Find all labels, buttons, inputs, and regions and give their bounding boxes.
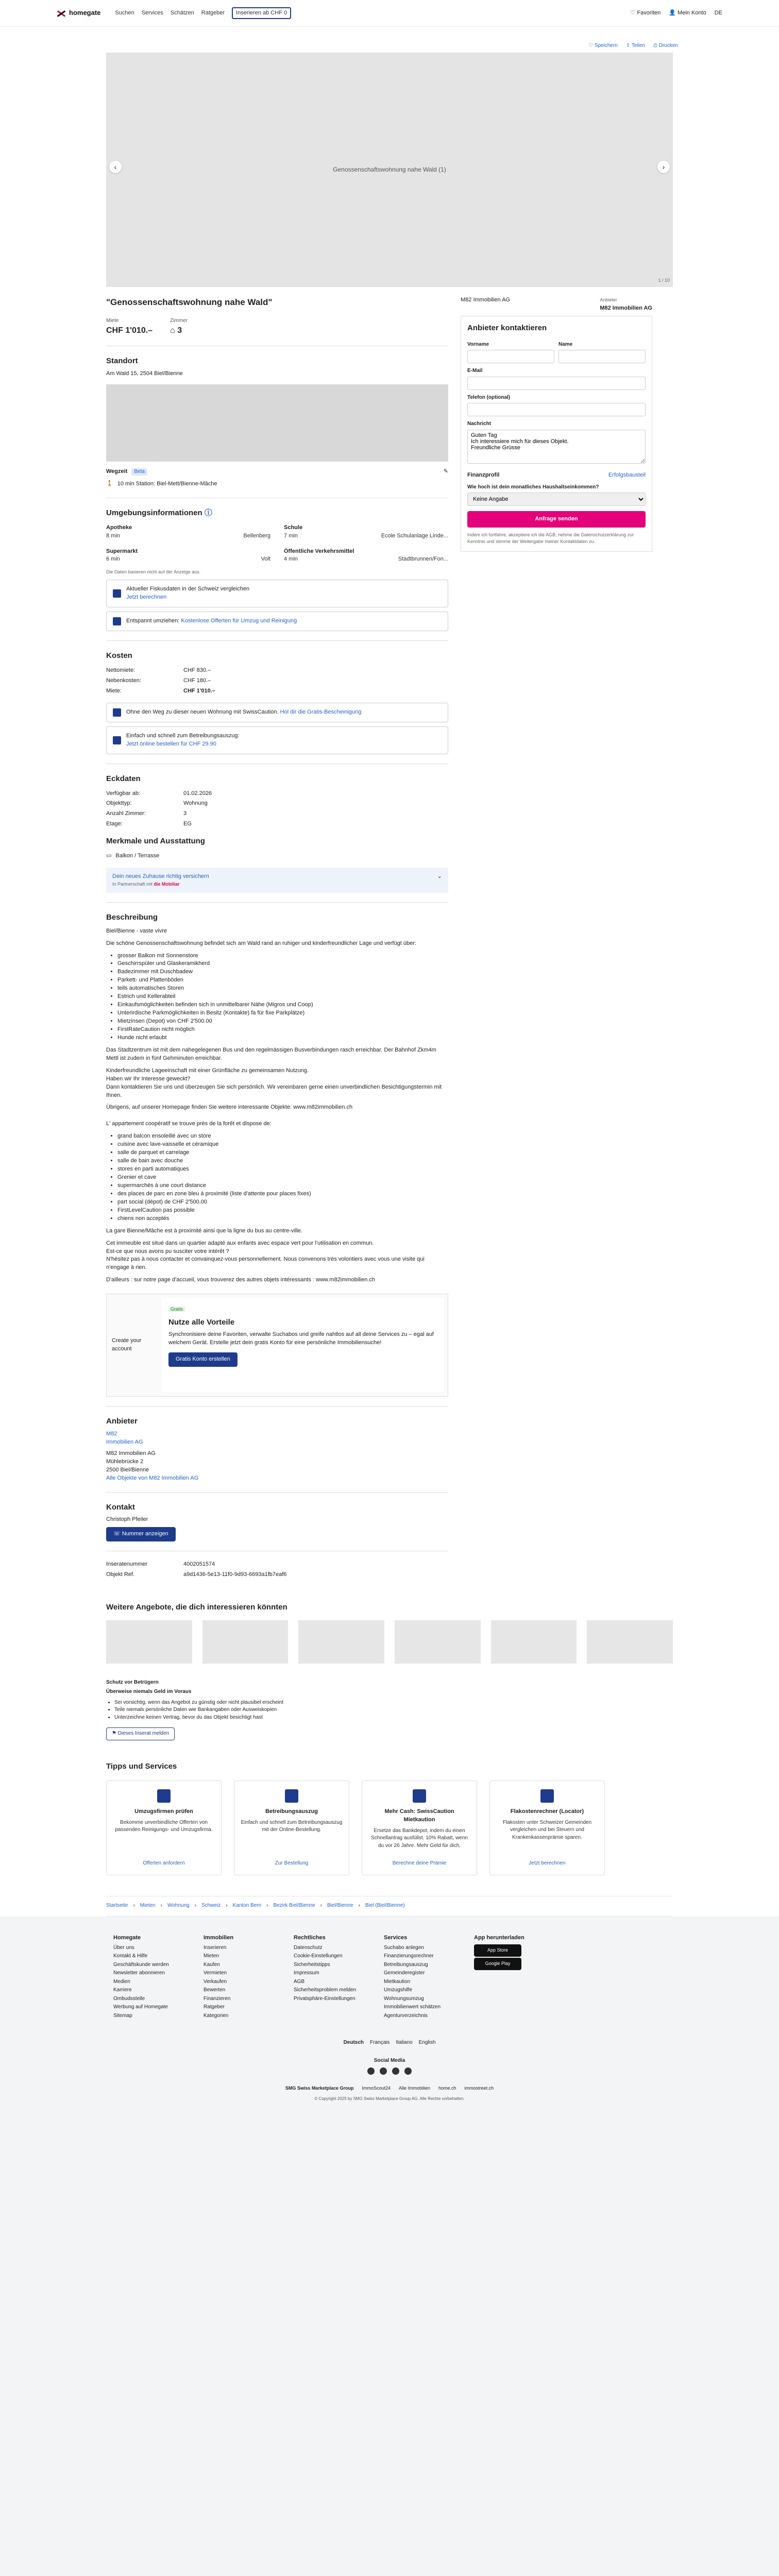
debt-extract-link[interactable]: Jetzt online bestellen für CHF 29.90 [126,740,216,747]
location-heading: Standort [106,357,138,366]
logo[interactable]: homegate [57,8,100,18]
gallery-prev-icon[interactable]: ‹ [109,161,122,173]
nav-item-ratgeber[interactable]: Ratgeber [201,9,225,16]
tip-card[interactable]: Flakostenrechner (Locator) Flakosten unter Schweizer Gemeinden vergleichen und bei Steuern und Krankenkassenprämie sparen. Jetzt berechnen [489,1781,605,1875]
phone-field[interactable] [467,403,646,416]
contact-heading: Kontakt [106,1502,135,1512]
divider [106,640,448,641]
moving-card[interactable]: Entspannt umziehen: Kostenlose Offerten für Umzug und Reinigung [106,612,448,631]
shield-icon [413,1789,426,1803]
submit-request-button[interactable]: Anfrage senden [467,511,646,528]
deposit-card[interactable]: Ohne den Weg zu dieser neuen Wohnung mit SwissCaution. Hol dir die Gratis-Bescheinigung [106,703,448,722]
inserieren-button[interactable]: Inserieren ab CHF 0 [232,7,291,19]
surroundings-item: Öffentliche Verkehrsmittel 4 min Stadtbrunnen/Fon... [284,548,448,563]
description-subtitle: Biel/Bienne - vaste vivre [106,927,167,934]
save-button[interactable]: ♡ Speichern [588,42,618,48]
chevron-down-icon[interactable]: ⌄ [437,873,442,879]
fraud-protection: Schutz vor Betrügern Überweise niemals Geld im Voraus • Sei vorsichtig, wenn das Angebot zu günstig oder nicht plausibel erscheint • Teile niemals persönliche Daten wie Bankangaben oder Ausweiskopien • Unterzeichne keinen Vertrag, bevor du das Objekt besichtigt hast ⚑ Dieses Inserat melden [106,1679,673,1740]
calculator-icon [113,589,121,598]
copyright: © Copyright 2025 by SMG Swiss Marketplace Group AG. Alle Rechte vorbehalten. [314,2096,465,2102]
related-listing[interactable] [395,1620,481,1664]
gallery-image-alt: Genossenschaftswohnung nahe Wald (1) [333,165,446,173]
site-header [0,0,779,27]
description-list: • grosser Balkon mit Sonnenstore • Geschirrspüler und Glaskeramikherd • Badezimmer mit Duschbadew • Parkett- und Plattenböden • teils automatisches Storen • Estrich und Kellerabteil • Einkaufsmöglichkeiten befinden sich in unmittelbarer Nähe (Migros und Coop) • Unterirdische Parkmöglichkeiten in Besitz (Kontakte) fa für fixe Parkplätze) • Mietzinsen (Depot) von CHF 2'500.00 • FirstRateCaution nicht möglich • Hunde nicht erlaubt [106,952,448,1042]
message-field[interactable] [467,430,646,464]
document-icon [113,736,121,744]
last-name-input[interactable] [558,350,646,363]
truck-icon [157,1789,171,1803]
social-media: Social Media [374,2057,405,2063]
divider [106,902,448,903]
site-footer: Homegate Über uns Kontakt & Hilfe Geschäftskunde werden Newsletter abonnieren Medien Karriere Ombudsstelle Werbung auf Homegate Sitemap Immobilien Inserieren Mieten Kaufen Vermieten Verkaufen Bewerten Finanzieren Ratgeber Kategorien Rechtliches Datenschutz Cookie-Einstellungen Sicherheitstipps Impressum AGB Sicherheitsproblem melden Privatsphäre-Einstellungen Services Suchabo anlegen Finanzierungsrechner Betreibungsauszug Gemeinderegister Mietkaution Umzugshilfe Wohnungsumzug Immobilienwert schätzen Agenturverzeichnis App herunterladen App Store Google Play Deutsch Français Italiano English Social Media SMG Swiss Marketplace Group ImmoScout24 Alle Immobilien home.ch immostreet.ch © Copyright 2025 by SMG Swiss Marketplace Group AG. Alle Rechte vorbehalten. [0,1917,779,2112]
gallery-next-icon[interactable]: › [657,161,670,173]
tip-card[interactable]: Betreibungsauszug Einfach und schnell zum Betreibungsauszug mit der Online-Bestellung. Zur Bestellung [234,1781,349,1875]
related-listing[interactable] [491,1620,577,1664]
related-listing[interactable] [587,1620,673,1664]
nav-item-services[interactable]: Services [141,9,163,16]
group-brands: SMG Swiss Marketplace Group ImmoScout24 Alle Immobilien home.ch immostreet.ch [285,2086,494,2091]
email-field[interactable] [467,377,646,390]
share-button[interactable]: ⇪ Teilen [625,42,645,48]
beta-badge: Beta [131,468,147,476]
show-number-button[interactable]: ☏ Nummer anzeigen [106,1527,176,1541]
commute-label: Wegzeit [106,468,128,475]
nav-item-schaetzen[interactable]: Schätzen [170,9,194,16]
main-nav [115,7,291,19]
surroundings-grid [106,524,448,564]
agency-info: M82 Immobilien AG M82 Immobilien AG Mühlebrücke 2 2500 Biel/Bienne Alle Objekte von M82 Immobilien AG [106,1431,199,1481]
rooms-label: Zimmer [170,317,188,324]
edit-icon[interactable]: ✎ [443,468,448,475]
favorites-link[interactable]: ♡ Favoriten [630,10,661,16]
page [0,27,779,2112]
image-gallery[interactable] [106,53,673,287]
description-list-fr: • grand balcon ensoleillé avec un store • cuisine avec lave-vaisselle et céramique • salle de parquet et carrelage • salle de bain avec douche • stores en parti automatiques • Grenier et cave • supermarchés à une court distance • des places de parc en zone bleu à proximité (liste d'attente pour places fixes) • part social (dépot) de CHF 2'500.00 • FirstLevelCaution pas possible • chiens non acceptés [106,1132,448,1223]
surroundings-item: Supermarkt 6 min Volt [106,548,270,563]
feature-item: ▭ Balkon / Terrasse [106,852,448,860]
listing-main [106,296,448,1586]
tips-services: Tipps und Services Umzugsfirmen prüfen Bekomme unverbindliche Offerten von passenden Reinigungs- und Umzugsfirma. Offerten anfordern Betreibungsauszug Einfach und schnell zum Betreibungsauszug mit der Online-Bestellung. Zur Bestellung Mehr Cash: SwissCaution Mietkaution Ersetze das Bankdepot, indem du einen Schnellantrag ausfüllst. 10% Rabatt, wenn du vor 26 Jahre. Mehr Geld für dich. Berechne deine Prämie Flakostenrechner (Locator) Flakosten unter Schweizer Gemeinden vergleichen und bei Steuern und Krankenkassenprämie sparen. Jetzt berechnen [106,1761,673,1875]
surroundings-item: Schule 7 min Ecole Schulanlage Linde... [284,524,448,539]
form-heading: Anbieter kontaktieren [467,323,547,332]
rent-label: Miete [106,317,119,324]
account-link[interactable]: 👤 Mein Konto [669,10,706,16]
account-benefits: Create your account Gratis Nutze alle Vorteile Synchronisiere deine Favoriten, verwalte Suchabos und greife nahtlos auf all deine Services zu – egal auf welchem Gerät. Erstelle jetzt dein gratis Konto für eine persönliche Immobiliensuche! Gratis Konto erstellen [106,1294,448,1397]
walk-icon: 🚶 [106,480,113,487]
deposit-link[interactable]: Hol dir die Gratis-Bescheinigung [280,708,362,715]
language-switcher: Deutsch Français Italiano English [343,2040,436,2046]
info-icon[interactable]: ⓘ [204,508,212,517]
surroundings-note: Die Daten basieren nicht auf der Anzeige aus. [106,569,201,575]
tax-compare-link[interactable]: Jetzt berechnen [126,594,167,601]
features-heading: Merkmale und Ausstattung [106,837,205,846]
agency-heading: Anbieter [106,1417,138,1426]
logo-mark-icon [57,10,66,17]
tip-card[interactable]: Umzugsfirmen prüfen Bekomme unverbindliche Offerten von passenden Reinigungs- und Umzugsfirma. Offerten anfordern [106,1781,222,1875]
contact-form: Anbieter kontaktieren Vorname Name E-Mail Telefon (optional) Nachricht Guten Tag Ich interessiere mich für dieses Objekt. Freundliche Grüsse Finanzprofil Erfolgsbausteil Wie hoch ist dein monatliches Haushaltseinkommen? Keine Angabe Anfrage senden Indem ich fortfahre, akzeptiere ich die AGB, nehme die Datenschutzerklärung zur Kenntnis und stimme der Weitergabe meiner Kontaktdaten zu. [461,316,652,552]
shield-icon [113,708,121,717]
tip-card[interactable]: Mehr Cash: SwissCaution Mietkaution Ersetze das Bankdepot, indem du einen Schnellantrag ausfüllst. 10% Rabatt, wenn du vor 26 Jahre. Mehr Geld für dich. Berechne deine Prämie [362,1781,477,1875]
facebook-icon[interactable] [367,2067,375,2075]
rent-value: CHF 1'010.– [106,326,153,335]
listing-ids: Inseratenummer 4002051574 Objekt Ref. a9d1436-5e13-11f0-9d93-6693a1fb7eaf6 [106,1561,287,1578]
finance-link[interactable]: Erfolgsbausteil [608,472,646,479]
description-heading: Beschreibung [106,912,158,922]
balcony-icon: ▭ [106,853,112,859]
language-select[interactable]: DE [714,10,722,16]
instagram-icon[interactable] [380,2067,387,2075]
surroundings-heading: Umgebungsinformationen ⓘ [106,508,212,517]
print-button[interactable]: ⎙ Drucken [653,42,678,48]
breadcrumb: Startseite › Mieten › Wohnung › Schweiz › Kanton Bern › Bezirk Biel/Bienne › Biel/Bienne › Biel (Biel/Bienne) [106,1896,673,1917]
agency-listings-link[interactable]: Alle Objekte von M82 Immobilien AG [106,1475,199,1481]
related-offers: Weitere Angebote, die dich interessieren könnten [106,1602,673,1664]
linkedin-icon[interactable] [392,2067,399,2075]
contact-person: Christoph Pfeiler [106,1516,148,1523]
report-listing-button[interactable]: ⚑ Dieses Inserat melden [106,1727,175,1740]
costs-heading: Kosten [106,651,132,660]
youtube-icon[interactable] [404,2067,412,2075]
rooms-value: ⌂ 3 [170,326,182,335]
google-play-button[interactable]: Google Play [474,1958,521,1970]
app-store-button[interactable]: App Store [474,1944,521,1957]
related-listing[interactable] [106,1620,192,1664]
map-pin-icon [540,1789,554,1803]
tax-compare-card[interactable]: Aktueller Fiskusdaten in der Schweiz vergleichen Jetzt berechnen [106,580,448,607]
related-listing[interactable] [298,1620,384,1664]
gallery-counter: 1 / 10 [658,277,670,283]
facts-table: Verfügbar ab: 01.02.2026 Objekttyp: Wohnung Anzahl Zimmer: 3 Etage: EG [106,790,212,827]
document-icon [285,1789,298,1803]
related-listing[interactable] [202,1620,289,1664]
contact-form-column: M82 Immobilien AG Anbieter M82 Immobilien AG Anbieter kontaktieren Vorname Name E-Mail Telefon (optional) Nachricht Guten Tag Ich interessiere mich für dieses Objekt. Freundliche Grüsse Finanzprofil Erfolgsbausteil Wie hoch ist dein monatliches Haushaltseinkommen? Keine Angabe Anfrage senden Indem ich fortfahre, akzeptiere ich die AGB, nehme die Datenschutzerklärung zur Kenntnis und stimme der Weitergabe meiner Kontaktdaten zu. [461,296,652,1586]
listing-title: "Genossenschaftswohnung nahe Wald" [106,297,273,307]
income-select[interactable] [467,493,646,506]
commute-value: 10 min Station: Biel-Mett/Bienne-Mâche [117,480,217,487]
debt-extract-card[interactable]: Einfach und schnell zum Betreibungsauszug: Jetzt online bestellen für CHF 29.90 [106,726,448,754]
divider [106,1492,448,1493]
location-map[interactable] [106,384,448,462]
costs-table: Nettomiete: CHF 830.– Nebenkosten: CHF 180.– Miete: CHF 1'010.– [106,667,215,694]
address: Am Wald 15, 2504 Biel/Bienne [106,370,183,377]
nav-item-suchen[interactable]: Suchen [115,9,134,16]
description: Beschreibung Biel/Bienne - vaste vivre Die schöne Genossenschaftswohnung befindet sich am Wald rand an ruhiger und kinderfreundlicher Lage und verfügt über: • grosser Balkon mit Sonnenstore • Geschirrspüler und Glaskeramikherd • Badezimmer mit Duschbadew • Parkett- und Plattenböden • teils automatisches Storen • Estrich und Kellerabteil • Einkaufsmöglichkeiten befinden sich in unmittelbarer Nähe (Migros und Coop) • Unterirdische Parkmöglichkeiten in Besitz (Kontakte) fa für fixe Parkplätze) • Mietzinsen (Depot) von CHF 2'500.00 • FirstRateCaution nicht möglich • Hunde nicht erlaubt Das Stadtzentrum ist mit dem nahegelegenen Bus und den regelmässigen Busverbindungen rasch erreichbar. Der Bahnhof Zkm4m Mettl ist zudem in fünf Gehminuten erreichbar. Kinderfreundliche Lageeinschaft mit einer Grünfläche zu gemeinsamen Nutzung. Haben wir Ihr Interesse geweckt? Dann kontaktieren Sie uns und überzeugen Sie sich persönlich. Wir vereinbaren gerne einen unverbindlichen Besichtigungstermin mit Ihnen. Übrigens, auf unserer Homepage finden Sie weitere interessante Objekte: www.m82immobilien.ch L' appartement coopératif se trouve près de la forêt et dispose de: • grand balcon ensoleillé avec un store • cuisine avec lave-vaisselle et céramique • salle de parquet et carrelage • salle de bain avec douche • stores en parti automatiques • Grenier et cave • supermarchés à une court distance • des places de parc en zone bleu à proximité (liste d'attente pour places fixes) • part social (dépot) de CHF 2'500.00 • FirstLevelCaution pas possible • chiens non acceptés La gare Bienne/Mâche est à proximité ainsi que la ligne du bus au centre-ville. Cet immeuble est situé dans un quartier adapté aux enfants avec espace vert pour l'utilisation en commun. Est-ce que nous avons pu susciter votre intérêt ? N'hésitez pas à nous contacter et convainquez-vous personnellement. Nous convenons très volontiers avec vous une visite qui n'engage à rien. D'ailleurs : sur notre page d'accueil, vous trouverez des autres objets intéressants : www.m82immobilien.ch [106,912,448,1284]
moving-offers-link[interactable]: Kostenlose Offerten für Umzug und Reinigung [181,618,297,624]
create-account-button[interactable]: Gratis Konto erstellen [168,1352,238,1367]
listing-toolbar [55,27,724,53]
facts-heading: Eckdaten [106,774,141,783]
surroundings-item: Apotheke 8 min Bellenberg [106,524,270,539]
insurance-promo[interactable]: Dein neues Zuhause richtig versichern In Partnerschaft mit die Mobiliar ⌄ [106,868,448,893]
first-name-input[interactable] [467,350,554,363]
truck-icon [113,617,121,625]
gratis-badge: Gratis [168,1307,185,1312]
rooms-icon: ⌂ [170,326,178,335]
